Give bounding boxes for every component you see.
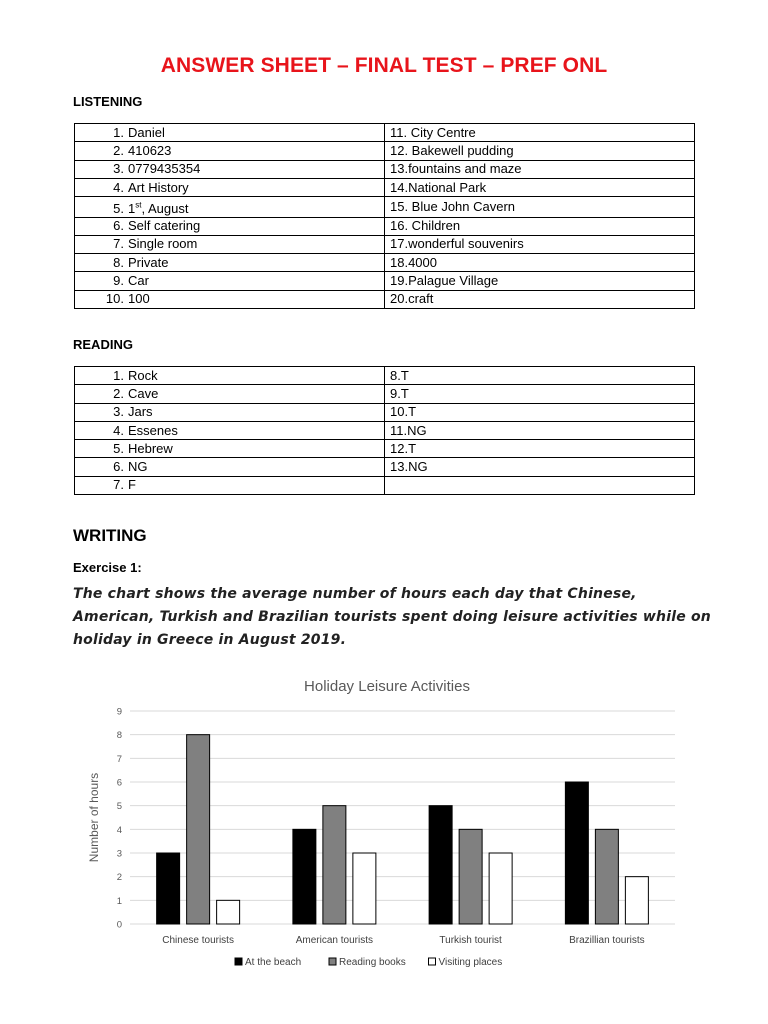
question-number: 6.	[113, 218, 124, 234]
legend-swatch	[235, 958, 242, 965]
answer-text: 1st, August	[128, 200, 189, 216]
exercise-label: Exercise 1:	[73, 560, 142, 575]
question-number: 10.	[105, 291, 124, 307]
answer-cell	[75, 403, 385, 421]
answer-text: 410623	[128, 142, 172, 158]
table-row	[75, 142, 695, 160]
table-row	[75, 272, 695, 290]
bar-reading-books	[595, 829, 618, 924]
question-number: 2.	[113, 385, 124, 401]
legend-swatch	[429, 958, 436, 965]
answer-text: 0779435354	[128, 161, 201, 177]
answer-cell: 10.T	[385, 403, 695, 421]
answer-cell: 20.craft	[385, 290, 695, 308]
legend-label: Reading books	[339, 957, 406, 968]
answer-text: Daniel	[128, 124, 165, 140]
answer-text: Cave	[128, 385, 159, 401]
y-tick-label: 3	[116, 848, 122, 860]
answer-cell	[385, 476, 695, 494]
answer-cell: 12. Bakewell pudding	[385, 142, 695, 160]
answer-text: Art History	[128, 179, 189, 195]
listening-heading: LISTENING	[73, 94, 143, 109]
answer-cell: 17.wonderful souvenirs	[385, 235, 695, 253]
answer-text: Jars	[128, 404, 153, 420]
answer-cell	[75, 458, 385, 476]
chart-title: Holiday Leisure Activities	[304, 678, 470, 695]
bar-at-the-beach	[293, 829, 316, 924]
table-row	[75, 235, 695, 253]
answer-cell	[75, 124, 385, 142]
answer-text: Self catering	[128, 218, 201, 234]
table-row	[75, 421, 695, 439]
y-tick-label: 1	[116, 895, 122, 907]
answer-cell	[75, 367, 385, 385]
answer-cell: 8.T	[385, 367, 695, 385]
table-row	[75, 197, 695, 217]
answer-cell: 15. Blue John Cavern	[385, 197, 695, 217]
question-number: 3.	[113, 404, 124, 420]
answer-cell: 11.NG	[385, 421, 695, 439]
answer-cell	[75, 142, 385, 160]
answer-cell: 13.fountains and maze	[385, 160, 695, 178]
table-row	[75, 367, 695, 385]
question-number: 8.	[113, 254, 124, 270]
legend-label: Visiting places	[438, 957, 503, 968]
answer-cell	[75, 197, 385, 217]
answer-cell	[75, 217, 385, 235]
answer-text: 100	[128, 291, 150, 307]
answer-cell	[75, 290, 385, 308]
answer-text: Car	[128, 273, 149, 289]
leisure-bar-chart	[60, 665, 710, 985]
answer-cell: 11. City Centre	[385, 124, 695, 142]
y-tick-label: 8	[116, 730, 122, 742]
answer-text: Rock	[128, 367, 158, 383]
question-number: 1.	[113, 124, 124, 140]
bar-reading-books	[187, 735, 210, 924]
answer-cell: 14.National Park	[385, 178, 695, 196]
table-row	[75, 476, 695, 494]
legend-label: At the beach	[245, 957, 302, 968]
question-number: 1.	[113, 367, 124, 383]
listening-table	[74, 123, 695, 309]
x-tick-label: Chinese tourists	[162, 935, 234, 946]
question-number: 4.	[113, 422, 124, 438]
bar-visiting-places	[217, 900, 240, 924]
reading-heading: READING	[73, 337, 133, 352]
answer-text: Essenes	[128, 422, 178, 438]
question-number: 6.	[113, 459, 124, 475]
question-number: 9.	[113, 273, 124, 289]
writing-heading: WRITING	[73, 526, 147, 545]
table-row	[75, 217, 695, 235]
bar-reading-books	[323, 806, 346, 924]
table-row	[75, 254, 695, 272]
legend-swatch	[329, 958, 336, 965]
bar-visiting-places	[489, 853, 512, 924]
table-row	[75, 440, 695, 458]
answer-cell: 19.Palague Village	[385, 272, 695, 290]
x-tick-label: American tourists	[295, 935, 373, 946]
exercise-prompt: The chart shows the average number of hours each day that Chinese, American, Turkish and Brazilian tourists spent doing leisure activities while on holiday in Greece in August 2019.	[73, 586, 711, 648]
answer-cell	[75, 476, 385, 494]
question-number: 7.	[113, 477, 124, 493]
y-tick-label: 7	[116, 753, 122, 765]
question-number: 2.	[113, 142, 124, 158]
answer-cell: 16. Children	[385, 217, 695, 235]
y-tick-label: 6	[116, 777, 122, 789]
answer-text: F	[128, 477, 136, 493]
answer-cell: 9.T	[385, 385, 695, 403]
y-tick-label: 4	[116, 824, 122, 836]
bar-visiting-places	[625, 877, 648, 924]
table-row	[75, 160, 695, 178]
y-axis-label: Number of hours	[87, 772, 101, 863]
table-row	[75, 178, 695, 196]
table-row	[75, 290, 695, 308]
table-row	[75, 124, 695, 142]
y-tick-label: 5	[116, 801, 122, 813]
y-tick-label: 2	[116, 872, 122, 884]
answer-cell: 12.T	[385, 440, 695, 458]
bar-at-the-beach	[565, 782, 588, 924]
page-title: ANSWER SHEET – FINAL TEST – PREF ONL	[160, 54, 608, 77]
table-row	[75, 458, 695, 476]
bar-at-the-beach	[429, 806, 452, 924]
answer-cell	[75, 178, 385, 196]
answer-text: Single room	[128, 236, 198, 252]
answer-text: Private	[128, 254, 169, 270]
question-number: 5.	[113, 440, 124, 456]
answer-cell: 18.4000	[385, 254, 695, 272]
answer-cell: 13.NG	[385, 458, 695, 476]
answer-text: Hebrew	[128, 440, 173, 456]
table-row	[75, 403, 695, 421]
answer-cell	[75, 272, 385, 290]
x-tick-label: Turkish tourist	[439, 935, 502, 946]
answer-cell	[75, 385, 385, 403]
bar-reading-books	[459, 829, 482, 924]
answer-cell	[75, 235, 385, 253]
answer-cell	[75, 421, 385, 439]
question-number: 4.	[113, 179, 124, 195]
bar-at-the-beach	[157, 853, 180, 924]
answer-cell	[75, 440, 385, 458]
x-tick-label: Brazillian tourists	[569, 935, 645, 946]
answer-cell	[75, 254, 385, 272]
table-row	[75, 385, 695, 403]
answer-text: NG	[128, 459, 148, 475]
y-tick-label: 0	[116, 919, 122, 931]
reading-table	[74, 366, 695, 495]
bar-visiting-places	[353, 853, 376, 924]
question-number: 3.	[113, 161, 124, 177]
answer-cell	[75, 160, 385, 178]
question-number: 5.	[113, 200, 124, 216]
question-number: 7.	[113, 236, 124, 252]
y-tick-label: 9	[116, 706, 122, 718]
